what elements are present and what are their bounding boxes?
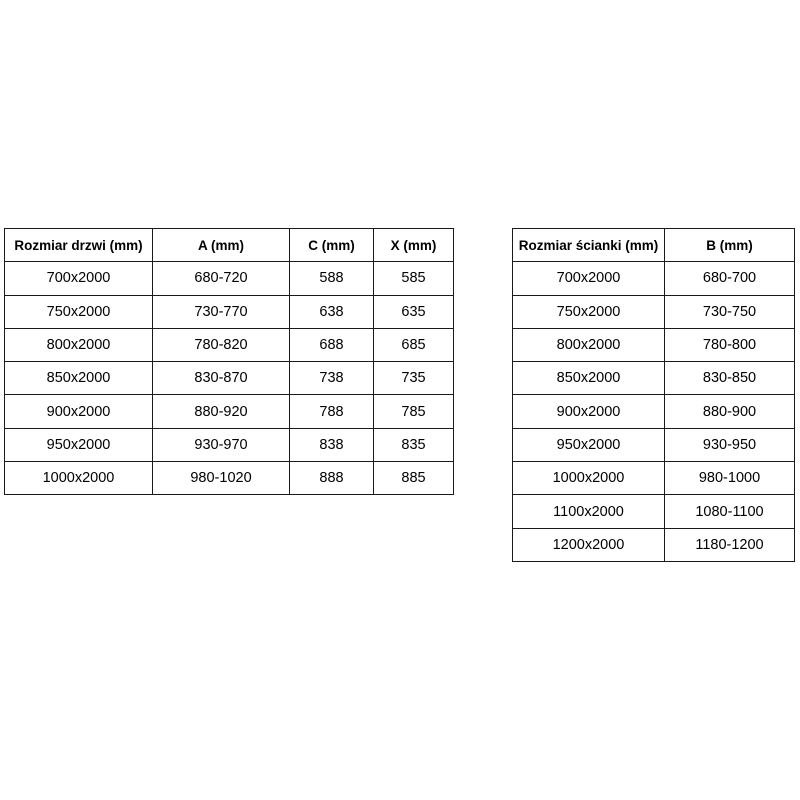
table-cell: 788 [290,395,374,428]
table-cell: 885 [374,462,454,495]
table-cell: 900x2000 [5,395,153,428]
table-cell: 585 [374,262,454,295]
door-table-header [5,229,454,262]
table-cell: 950x2000 [5,428,153,461]
table-cell: 838 [290,428,374,461]
table-cell: 800x2000 [5,328,153,361]
table-cell: 1080-1100 [665,495,795,528]
table-cell: 735 [374,362,454,395]
table-cell: 1000x2000 [5,462,153,495]
table-cell: 635 [374,295,454,328]
table-row [513,395,795,428]
wall-table-body [513,262,795,562]
table-cell: 850x2000 [513,362,665,395]
door-dimensions-table [4,228,454,495]
table-row [5,462,454,495]
table-cell: 1100x2000 [513,495,665,528]
table-row [5,328,454,361]
table-cell: 738 [290,362,374,395]
table-row [513,528,795,561]
door-table-body [5,262,454,495]
table-cell: 1000x2000 [513,462,665,495]
table-cell: 800x2000 [513,328,665,361]
table-cell: 680-720 [153,262,290,295]
table-cell: 730-750 [665,295,795,328]
table-cell: 888 [290,462,374,495]
header-cell-b-mm: B (mm) [665,229,795,262]
table-row [5,428,454,461]
table-cell: 688 [290,328,374,361]
header-cell-rozmiar-scianki: Rozmiar ścianki (mm) [513,229,665,262]
table-cell: 980-1020 [153,462,290,495]
table-row [513,495,795,528]
table-row [5,262,454,295]
table-row [513,362,795,395]
table-cell: 830-870 [153,362,290,395]
header-cell-c-mm: C (mm) [290,229,374,262]
table-row [513,262,795,295]
table-row [513,428,795,461]
table-header-row [513,229,795,262]
table-cell: 880-920 [153,395,290,428]
table-cell: 930-950 [665,428,795,461]
table-cell: 980-1000 [665,462,795,495]
table-cell: 685 [374,328,454,361]
wall-table-header [513,229,795,262]
table-cell: 750x2000 [513,295,665,328]
table-cell: 780-820 [153,328,290,361]
table-row [513,462,795,495]
table-header-row [5,229,454,262]
table-cell: 588 [290,262,374,295]
table-cell: 780-800 [665,328,795,361]
wall-panel-dimensions-table [512,228,795,562]
table-cell: 930-970 [153,428,290,461]
table-cell: 1180-1200 [665,528,795,561]
table-cell: 750x2000 [5,295,153,328]
table-row [5,295,454,328]
table-cell: 850x2000 [5,362,153,395]
table-row [5,362,454,395]
table-cell: 680-700 [665,262,795,295]
table-cell: 730-770 [153,295,290,328]
table-row [513,328,795,361]
table-row [513,295,795,328]
table-cell: 835 [374,428,454,461]
table-cell: 880-900 [665,395,795,428]
header-cell-x-mm: X (mm) [374,229,454,262]
table-cell: 785 [374,395,454,428]
table-cell: 700x2000 [513,262,665,295]
table-cell: 700x2000 [5,262,153,295]
table-cell: 638 [290,295,374,328]
table-cell: 830-850 [665,362,795,395]
table-cell: 950x2000 [513,428,665,461]
table-cell: 900x2000 [513,395,665,428]
header-cell-rozmiar-drzwi: Rozmiar drzwi (mm) [5,229,153,262]
table-row [5,395,454,428]
header-cell-a-mm: A (mm) [153,229,290,262]
table-cell: 1200x2000 [513,528,665,561]
